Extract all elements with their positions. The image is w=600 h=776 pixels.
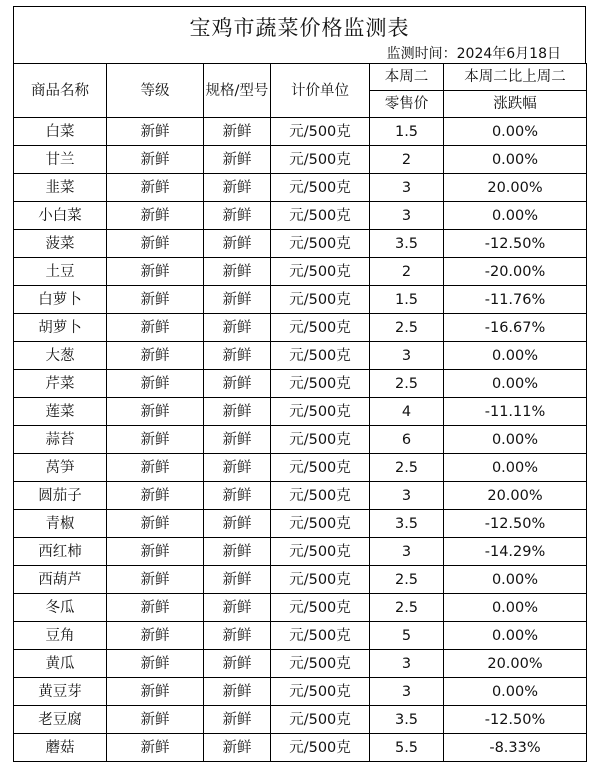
cell-price: 3 bbox=[370, 650, 444, 678]
table-row bbox=[14, 230, 587, 258]
table-row bbox=[14, 622, 587, 650]
cell-name: 莲菜 bbox=[14, 398, 107, 426]
cell-change: 0.00% bbox=[444, 594, 587, 622]
sheet-title: 宝鸡市蔬菜价格监测表 bbox=[189, 16, 410, 40]
table-row bbox=[14, 482, 587, 510]
table-row bbox=[14, 286, 587, 314]
cell-price: 2.5 bbox=[370, 454, 444, 482]
cell-grade: 新鲜 bbox=[107, 706, 204, 734]
cell-price: 3 bbox=[370, 174, 444, 202]
cell-name: 土豆 bbox=[14, 258, 107, 286]
cell-unit: 元/500克 bbox=[271, 594, 370, 622]
cell-unit: 元/500克 bbox=[271, 538, 370, 566]
cell-spec: 新鲜 bbox=[204, 174, 271, 202]
table-row bbox=[14, 174, 587, 202]
cell-unit: 元/500克 bbox=[271, 510, 370, 538]
cell-price: 3 bbox=[370, 202, 444, 230]
cell-price: 2 bbox=[370, 258, 444, 286]
cell-change: 20.00% bbox=[444, 174, 587, 202]
cell-price: 4 bbox=[370, 398, 444, 426]
cell-spec: 新鲜 bbox=[204, 118, 271, 146]
cell-unit: 元/500克 bbox=[271, 566, 370, 594]
cell-change: 0.00% bbox=[444, 426, 587, 454]
cell-change: 0.00% bbox=[444, 678, 587, 706]
cell-name: 冬瓜 bbox=[14, 594, 107, 622]
cell-price: 3.5 bbox=[370, 230, 444, 258]
cell-unit: 元/500克 bbox=[271, 314, 370, 342]
cell-change: -8.33% bbox=[444, 734, 587, 762]
cell-change: 20.00% bbox=[444, 482, 587, 510]
cell-unit: 元/500克 bbox=[271, 706, 370, 734]
cell-change: -12.50% bbox=[444, 706, 587, 734]
table-row bbox=[14, 202, 587, 230]
cell-spec: 新鲜 bbox=[204, 230, 271, 258]
cell-grade: 新鲜 bbox=[107, 314, 204, 342]
cell-unit: 元/500克 bbox=[271, 342, 370, 370]
cell-unit: 元/500克 bbox=[271, 622, 370, 650]
cell-change: -12.50% bbox=[444, 230, 587, 258]
cell-price: 3.5 bbox=[370, 510, 444, 538]
cell-grade: 新鲜 bbox=[107, 118, 204, 146]
cell-name: 胡萝卜 bbox=[14, 314, 107, 342]
cell-spec: 新鲜 bbox=[204, 482, 271, 510]
table-row bbox=[14, 566, 587, 594]
cell-unit: 元/500克 bbox=[271, 202, 370, 230]
cell-unit: 元/500克 bbox=[271, 286, 370, 314]
cell-spec: 新鲜 bbox=[204, 146, 271, 174]
cell-price: 6 bbox=[370, 426, 444, 454]
header-change-top: 本周二比上周二 bbox=[444, 64, 587, 91]
cell-spec: 新鲜 bbox=[204, 286, 271, 314]
table-header bbox=[14, 64, 587, 118]
cell-unit: 元/500克 bbox=[271, 174, 370, 202]
table-row bbox=[14, 426, 587, 454]
cell-spec: 新鲜 bbox=[204, 426, 271, 454]
cell-name: 甘兰 bbox=[14, 146, 107, 174]
cell-unit: 元/500克 bbox=[271, 230, 370, 258]
cell-change: -20.00% bbox=[444, 258, 587, 286]
cell-grade: 新鲜 bbox=[107, 174, 204, 202]
cell-change: 20.00% bbox=[444, 650, 587, 678]
cell-name: 西红柿 bbox=[14, 538, 107, 566]
header-unit: 计价单位 bbox=[271, 64, 370, 118]
cell-change: 0.00% bbox=[444, 202, 587, 230]
cell-price: 5.5 bbox=[370, 734, 444, 762]
cell-name: 韭菜 bbox=[14, 174, 107, 202]
cell-name: 老豆腐 bbox=[14, 706, 107, 734]
cell-grade: 新鲜 bbox=[107, 678, 204, 706]
cell-spec: 新鲜 bbox=[204, 734, 271, 762]
header-change-bottom: 涨跌幅 bbox=[444, 91, 587, 118]
cell-name: 芹菜 bbox=[14, 370, 107, 398]
cell-grade: 新鲜 bbox=[107, 482, 204, 510]
cell-price: 3 bbox=[370, 538, 444, 566]
table-row bbox=[14, 510, 587, 538]
cell-grade: 新鲜 bbox=[107, 566, 204, 594]
cell-spec: 新鲜 bbox=[204, 538, 271, 566]
cell-name: 白菜 bbox=[14, 118, 107, 146]
cell-price: 5 bbox=[370, 622, 444, 650]
cell-grade: 新鲜 bbox=[107, 342, 204, 370]
cell-unit: 元/500克 bbox=[271, 370, 370, 398]
cell-name: 青椒 bbox=[14, 510, 107, 538]
cell-spec: 新鲜 bbox=[204, 594, 271, 622]
cell-change: 0.00% bbox=[444, 622, 587, 650]
cell-change: 0.00% bbox=[444, 370, 587, 398]
cell-unit: 元/500克 bbox=[271, 678, 370, 706]
cell-grade: 新鲜 bbox=[107, 370, 204, 398]
cell-change: 0.00% bbox=[444, 342, 587, 370]
cell-grade: 新鲜 bbox=[107, 258, 204, 286]
table-row bbox=[14, 734, 587, 762]
header-name: 商品名称 bbox=[14, 64, 107, 118]
cell-name: 小白菜 bbox=[14, 202, 107, 230]
table-row bbox=[14, 454, 587, 482]
cell-price: 2.5 bbox=[370, 594, 444, 622]
cell-unit: 元/500克 bbox=[271, 454, 370, 482]
cell-unit: 元/500克 bbox=[271, 482, 370, 510]
cell-change: -12.50% bbox=[444, 510, 587, 538]
cell-unit: 元/500克 bbox=[271, 146, 370, 174]
cell-price: 2 bbox=[370, 146, 444, 174]
cell-spec: 新鲜 bbox=[204, 706, 271, 734]
cell-grade: 新鲜 bbox=[107, 286, 204, 314]
cell-spec: 新鲜 bbox=[204, 678, 271, 706]
cell-change: -11.76% bbox=[444, 286, 587, 314]
header-price-top: 本周二 bbox=[370, 64, 444, 91]
cell-unit: 元/500克 bbox=[271, 426, 370, 454]
cell-grade: 新鲜 bbox=[107, 146, 204, 174]
cell-spec: 新鲜 bbox=[204, 314, 271, 342]
table-row bbox=[14, 342, 587, 370]
cell-unit: 元/500克 bbox=[271, 398, 370, 426]
cell-spec: 新鲜 bbox=[204, 566, 271, 594]
cell-grade: 新鲜 bbox=[107, 594, 204, 622]
cell-grade: 新鲜 bbox=[107, 510, 204, 538]
cell-grade: 新鲜 bbox=[107, 398, 204, 426]
header-spec: 规格/型号 bbox=[204, 64, 271, 118]
cell-change: -11.11% bbox=[444, 398, 587, 426]
cell-price: 3 bbox=[370, 482, 444, 510]
header-price-bottom: 零售价 bbox=[370, 91, 444, 118]
cell-grade: 新鲜 bbox=[107, 202, 204, 230]
table-row bbox=[14, 370, 587, 398]
cell-name: 莴笋 bbox=[14, 454, 107, 482]
cell-grade: 新鲜 bbox=[107, 650, 204, 678]
cell-unit: 元/500克 bbox=[271, 734, 370, 762]
cell-price: 2.5 bbox=[370, 370, 444, 398]
cell-price: 3 bbox=[370, 678, 444, 706]
cell-name: 圆茄子 bbox=[14, 482, 107, 510]
cell-grade: 新鲜 bbox=[107, 454, 204, 482]
title-area bbox=[13, 6, 586, 63]
cell-price: 3.5 bbox=[370, 706, 444, 734]
cell-grade: 新鲜 bbox=[107, 538, 204, 566]
table-row bbox=[14, 146, 587, 174]
cell-spec: 新鲜 bbox=[204, 454, 271, 482]
cell-spec: 新鲜 bbox=[204, 342, 271, 370]
table-row bbox=[14, 118, 587, 146]
cell-change: -16.67% bbox=[444, 314, 587, 342]
cell-change: 0.00% bbox=[444, 118, 587, 146]
cell-name: 黄豆芽 bbox=[14, 678, 107, 706]
table-row bbox=[14, 650, 587, 678]
cell-spec: 新鲜 bbox=[204, 622, 271, 650]
cell-spec: 新鲜 bbox=[204, 510, 271, 538]
cell-spec: 新鲜 bbox=[204, 258, 271, 286]
cell-spec: 新鲜 bbox=[204, 202, 271, 230]
table-row bbox=[14, 538, 587, 566]
cell-unit: 元/500克 bbox=[271, 258, 370, 286]
header-grade: 等级 bbox=[107, 64, 204, 118]
table-row bbox=[14, 398, 587, 426]
table-body bbox=[14, 118, 587, 762]
cell-unit: 元/500克 bbox=[271, 118, 370, 146]
cell-spec: 新鲜 bbox=[204, 398, 271, 426]
cell-grade: 新鲜 bbox=[107, 734, 204, 762]
table-row bbox=[14, 594, 587, 622]
cell-name: 黄瓜 bbox=[14, 650, 107, 678]
monitoring-date: 监测时间：2024年6月18日 bbox=[386, 46, 561, 62]
table-row bbox=[14, 678, 587, 706]
cell-name: 豆角 bbox=[14, 622, 107, 650]
table-row bbox=[14, 706, 587, 734]
table-row bbox=[14, 258, 587, 286]
cell-price: 2.5 bbox=[370, 314, 444, 342]
cell-spec: 新鲜 bbox=[204, 650, 271, 678]
cell-change: -14.29% bbox=[444, 538, 587, 566]
cell-name: 菠菜 bbox=[14, 230, 107, 258]
cell-price: 3 bbox=[370, 342, 444, 370]
cell-name: 蘑菇 bbox=[14, 734, 107, 762]
cell-unit: 元/500克 bbox=[271, 650, 370, 678]
cell-grade: 新鲜 bbox=[107, 230, 204, 258]
cell-name: 蒜苔 bbox=[14, 426, 107, 454]
cell-name: 大葱 bbox=[14, 342, 107, 370]
cell-change: 0.00% bbox=[444, 566, 587, 594]
cell-spec: 新鲜 bbox=[204, 370, 271, 398]
price-monitoring-sheet bbox=[13, 6, 586, 762]
cell-name: 白萝卜 bbox=[14, 286, 107, 314]
cell-change: 0.00% bbox=[444, 146, 587, 174]
table-row bbox=[14, 314, 587, 342]
cell-price: 1.5 bbox=[370, 286, 444, 314]
cell-price: 2.5 bbox=[370, 566, 444, 594]
price-table bbox=[13, 63, 587, 762]
cell-grade: 新鲜 bbox=[107, 622, 204, 650]
cell-grade: 新鲜 bbox=[107, 426, 204, 454]
cell-change: 0.00% bbox=[444, 454, 587, 482]
cell-name: 西葫芦 bbox=[14, 566, 107, 594]
cell-price: 1.5 bbox=[370, 118, 444, 146]
